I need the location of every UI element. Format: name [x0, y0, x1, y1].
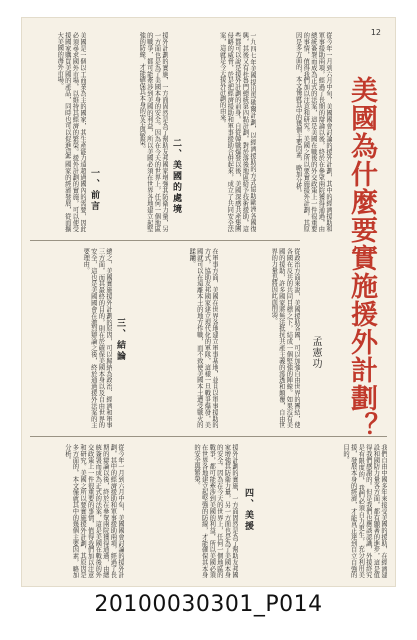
section-heading: 四、美援 [243, 488, 253, 532]
archive-caption: 20100030301_P014 [94, 592, 323, 617]
article-title: 美國為什麼要實施援外計劃？ [346, 76, 377, 440]
text-column: 在軍事方面，美國在世界各地建立軍事基地，並且以軍事援助的方式，協助友邦國家建立現代化的軍隊，這樣一旦戰爭爆發，美國就可以在遠離本土的地方作戰，而不致使美國本土遭受戰火的蹂躪。 [188, 248, 218, 428]
magazine-page [22, 18, 395, 586]
column-divider [30, 436, 387, 437]
section-heading: 一、前言 [89, 168, 99, 212]
text-column: 總之，美國實施援外計劃的原因，可以歸納為政治、經濟和軍事三方面，而其最終的目的，則在於確保美國本身以及自由世界的安全，這也是美國國會在激烈辯論之後，終於通過援外法案的主要理由。 [82, 248, 112, 428]
text-column: 美國是一個以工商業為主的國家，其生產能力遠超過國內的需要，因此必須尋求國外市場，以維持其經濟的繁榮。援外計劃的實施，可以使受援國家購買美國的產品，同時也可以促進這些國家的經濟發展，從而擴大美國的海外市場。 [56, 32, 86, 232]
author-name: 孟憲功 [310, 336, 321, 369]
text-column: 從政治方面來說，美國援助各國，可以加強自由世界的團結，使各國在反共的共同目標之下，結成一個堅強的陣線。如果沒有美國的援助，許多國家將無法抵抗共產主義的滲透和顛覆，自由世界的力量也將因此而削弱。 [270, 248, 300, 428]
column-divider [30, 240, 300, 241]
text-column: 援外計劃的實施，一方面固然是為了幫助友邦國家增強其防衛力量，另一方面也是為了美國本身的安全。因為在今天的世界上，任何一個地區的戰爭，都可能牽涉到美國的利益，所以美國必須在世界各地建立起堅強的防線，才能確保其本身的安全與繁榮。 [193, 444, 238, 578]
page-number: 12 [370, 28, 381, 37]
text-column: 援外計劃的實施，一方面固然是為了幫助友邦國家增強其防衛力量，另一方面也是為了美國本身的安全。因為在今天的世界上，任何一個地區的戰爭，都可能牽涉到美國的利益，所以美國必須在世界各地建立起堅強的防線，才能確保其本身的安全與繁榮。 [138, 32, 168, 232]
text-column: 從今年一月到六月中旬，美國國會討論的援外計劃，其中的經濟援助和軍事援助兩項，經過了長期的辯論以後，終於在參眾兩院獲得通過，由總統簽署而成為正式的法案，這是美國在戰後的外交政策上一件很重要的事情，值得我們加以注意和研究。美國之所以要實施援外計劃，其原因是多方面的，本文僅就其中的幾個主要因素，略加分析。 [63, 444, 124, 578]
text-column: 從今年一月到六月中旬，美國國會討論的援外計劃，其中的經濟援助和軍事援助兩項，經過了長期的辯論以後，終於在參眾兩院獲得通過，由總統簽署而成為正式的法案，這是美國在戰後的外交政策上一件很重要的事情，值得我們加以注意和研究。美國之所以要實施援外計劃，其原因是多方面的，本文僅就其中的幾個主要因素，略加分析。 [294, 32, 332, 232]
section-heading: 二、美國的處境 [171, 138, 181, 215]
text-column: 一九四七年美國提出馬歇爾計劃，以經濟援助的方式協助歐洲各國復興，其後又有杜魯門總統第四點計劃，對於落後地區給予技術援助，這些都可以說是援外計劃的前身。自從韓戰爆發以後，美國深感共產集團侵略的威脅，於是把經濟援助和軍事援助合併起來，成立了共同安全法案，這就是今天援外計劃的由來。 [218, 32, 256, 232]
text-column: 我們自由中國多年來接受美國的援助，在經濟建設和國防力量各方面，都有顯著的進步，這是值得我們感謝的。但是我們也應該認識，外援終究是有限度的，我們必須自力更生，充分利用美援，發展本身的經濟，才能真正達到自立自強的目的。 [342, 444, 387, 578]
section-heading: 三、結論 [115, 318, 125, 362]
